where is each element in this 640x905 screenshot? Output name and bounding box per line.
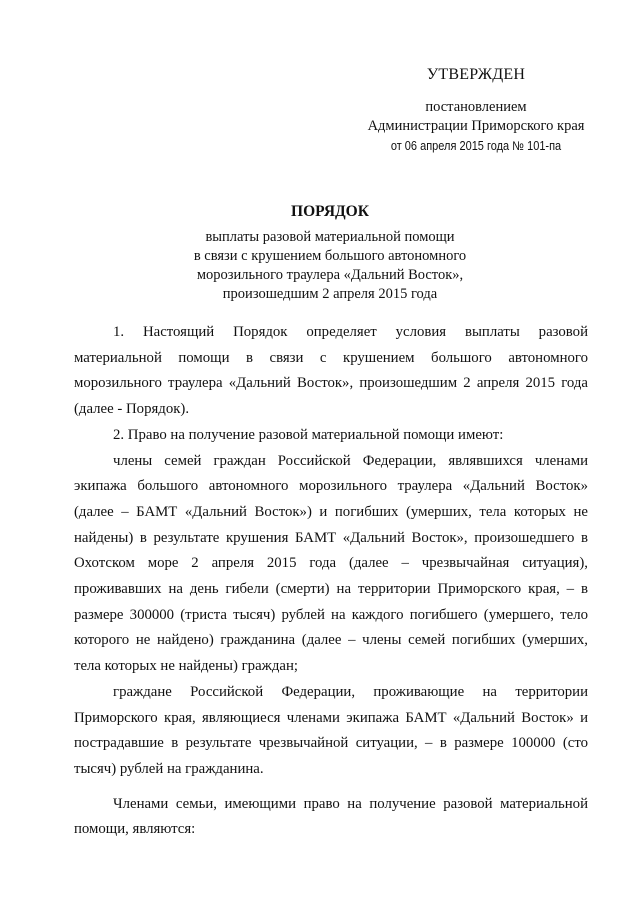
approval-block — [360, 64, 592, 156]
document-subtitle-line-1: выплаты разовой материальной помощи — [205, 229, 455, 245]
approval-authority: Администрации Приморского края — [367, 118, 585, 134]
approval-resolution-label: постановлением — [425, 99, 527, 115]
paragraph-5: Членами семьи, имеющими право на получение разовой материальной помощи, являются: — [74, 795, 588, 838]
paragraph-3: члены семей граждан Российской Федерации, являвшихся членами экипажа большого автономного морозильного траулера «Дальний Восток» (далее – БАМТ «Дальний Восток») и погибших (умерших, тела которых не найдены) в результате крушения БАМТ «Дальний Восток», произошедшего в Охотском море 2 апреля 2015 года (далее – чрезвычайная ситуация), проживавших на день гибели (смерти) на территории Приморского края, – в размере 300000 (триста тысяч) рублей на каждого погибшего (умершего, тело которого не найдено) гражданина (далее – члены семей погибших (умерших, тела которых не найдены) граждан; — [74, 452, 588, 675]
approval-title: УТВЕРЖДЕН — [426, 66, 526, 83]
document-subtitle-line-3: морозильного траулера «Дальний Восток», — [196, 267, 464, 283]
document-title: ПОРЯДОК — [291, 203, 369, 220]
paragraph-2: 2. Право на получение разовой материальной помощи имеют: — [113, 426, 504, 443]
approval-date-number: от 06 апреля 2015 года № 101-па — [390, 139, 562, 153]
document-subtitle-line-2: в связи с крушением большого автономного — [193, 248, 467, 264]
document-subtitle-line-4: произошедшим 2 апреля 2015 года — [222, 286, 438, 302]
paragraph-1: 1. Настоящий Порядок определяет условия выплаты разовой материальной помощи в связи с крушением большого автономного морозильного траулера «Дальний Восток», произошедшим 2 апреля 2015 года (далее - Порядок). — [74, 324, 588, 418]
document-body — [74, 320, 588, 843]
paragraph-4: граждане Российской Федерации, проживающие на территории Приморского края, являющиеся членами экипажа БАМТ «Дальний Восток» и пострадавшие в результате чрезвычайной ситуации, – в размере 100000 (сто тысяч) рублей на гражданина. — [74, 683, 588, 777]
document-heading — [150, 202, 510, 304]
